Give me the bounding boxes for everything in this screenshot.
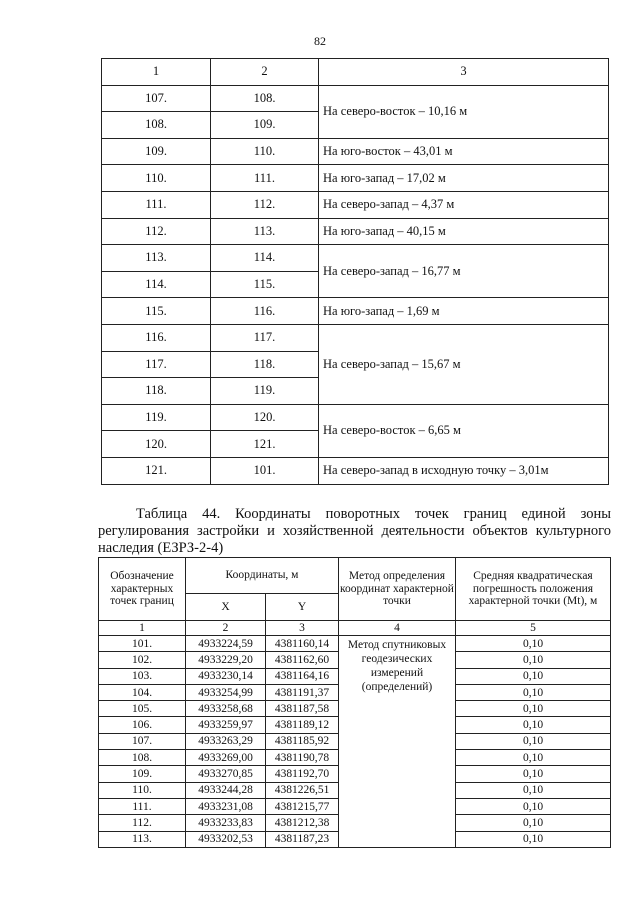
point-designation: 110. [99,782,186,798]
coordinates-table [98,557,611,848]
direction-distance: На юго-запад – 1,69 м [319,298,609,325]
y-coordinate: 4381187,58 [266,701,339,717]
from-point: 120. [102,431,211,458]
column-number-2: 2 [211,59,319,86]
table-row [102,191,609,218]
from-point: 110. [102,165,211,192]
direction-distance: На северо-запад – 16,77 м [319,245,609,298]
to-point: 111. [211,165,319,192]
from-point: 117. [102,351,211,378]
y-coordinate: 4381215,77 [266,798,339,814]
from-point: 112. [102,218,211,245]
to-point: 101. [211,457,319,484]
point-designation: 105. [99,701,186,717]
x-coordinate: 4933269,00 [186,750,266,766]
point-designation: 103. [99,668,186,684]
x-header: X [186,594,266,621]
point-designation: 112. [99,815,186,831]
error-value: 0,10 [456,798,611,814]
point-designation: 102. [99,652,186,668]
to-point: 113. [211,218,319,245]
coordinates-header: Координаты, м [186,558,339,594]
from-point: 111. [102,191,211,218]
error-value: 0,10 [456,652,611,668]
direction-distance: На юго-запад – 17,02 м [319,165,609,192]
to-point: 109. [211,112,319,139]
to-point: 120. [211,404,319,431]
direction-distance: На северо-запад – 15,67 м [319,324,609,404]
x-coordinate: 4933263,29 [186,733,266,749]
x-coordinate: 4933233,83 [186,815,266,831]
x-coordinate: 4933270,85 [186,766,266,782]
column-number-4: 4 [339,621,456,636]
table-row [102,85,609,112]
from-point: 114. [102,271,211,298]
error-value: 0,10 [456,717,611,733]
caption-text: Таблица 44. Координаты поворотных точек границ единой зоны регулирования застройки и хозяйственной деятельности объектов культурного наследия (ЕЗРЗ-2-4) [98,506,611,556]
x-coordinate: 4933202,53 [186,831,266,847]
to-point: 110. [211,138,319,165]
error-value: 0,10 [456,733,611,749]
y-coordinate: 4381212,38 [266,815,339,831]
error-value: 0,10 [456,782,611,798]
to-point: 112. [211,191,319,218]
column-number-1: 1 [102,59,211,86]
error-header: Средняя квадратическая погрешность положения характерной точки (Mt), м [456,558,611,621]
direction-distance: На северо-восток – 10,16 м [319,85,609,138]
table-row [102,245,609,272]
column-number-1: 1 [99,621,186,636]
y-coordinate: 4381191,37 [266,684,339,700]
method-header: Метод определения координат характерной точки [339,558,456,621]
to-point: 118. [211,351,319,378]
column-numbers-row [99,621,611,636]
column-number-2: 2 [186,621,266,636]
error-value: 0,10 [456,815,611,831]
table-header-row [99,558,611,594]
y-coordinate: 4381226,51 [266,782,339,798]
x-coordinate: 4933229,20 [186,652,266,668]
direction-distance: На юго-восток – 43,01 м [319,138,609,165]
y-coordinate: 4381185,92 [266,733,339,749]
error-value: 0,10 [456,831,611,847]
error-value: 0,10 [456,636,611,652]
error-value: 0,10 [456,684,611,700]
table-row [99,636,611,652]
to-point: 114. [211,245,319,272]
point-designation: 101. [99,636,186,652]
table-row [102,138,609,165]
x-coordinate: 4933259,97 [186,717,266,733]
point-designation: 107. [99,733,186,749]
error-value: 0,10 [456,701,611,717]
y-coordinate: 4381164,16 [266,668,339,684]
column-number-3: 3 [266,621,339,636]
table-row [102,324,609,351]
column-number-5: 5 [456,621,611,636]
page-number: 82 [314,34,326,48]
y-coordinate: 4381187,23 [266,831,339,847]
direction-distance: На северо-восток – 6,65 м [319,404,609,457]
table-row [102,404,609,431]
from-point: 118. [102,378,211,405]
from-point: 116. [102,324,211,351]
direction-distance: На северо-запад – 4,37 м [319,191,609,218]
y-coordinate: 4381160,14 [266,636,339,652]
from-point: 109. [102,138,211,165]
from-point: 119. [102,404,211,431]
table-row [102,165,609,192]
y-coordinate: 4381190,78 [266,750,339,766]
table-caption [98,506,611,557]
from-point: 107. [102,85,211,112]
point-designation: 113. [99,831,186,847]
designation-header: Обозначение характерных точек границ [99,558,186,621]
x-coordinate: 4933258,68 [186,701,266,717]
from-point: 115. [102,298,211,325]
to-point: 115. [211,271,319,298]
point-designation: 108. [99,750,186,766]
from-point: 113. [102,245,211,272]
direction-distance: На северо-запад в исходную точку – 3,01м [319,457,609,484]
boundary-segments-table [101,58,609,485]
x-coordinate: 4933231,08 [186,798,266,814]
to-point: 116. [211,298,319,325]
y-coordinate: 4381189,12 [266,717,339,733]
table-header-row [102,59,609,86]
x-coordinate: 4933244,28 [186,782,266,798]
point-designation: 104. [99,684,186,700]
method-cell: Метод спутниковых геодезических измерений (определений) [339,636,456,848]
y-coordinate: 4381162,60 [266,652,339,668]
table-row [102,298,609,325]
from-point: 121. [102,457,211,484]
from-point: 108. [102,112,211,139]
error-value: 0,10 [456,668,611,684]
x-coordinate: 4933230,14 [186,668,266,684]
to-point: 108. [211,85,319,112]
table-row [102,457,609,484]
to-point: 121. [211,431,319,458]
to-point: 119. [211,378,319,405]
column-number-3: 3 [319,59,609,86]
error-value: 0,10 [456,766,611,782]
point-designation: 111. [99,798,186,814]
point-designation: 106. [99,717,186,733]
y-header: Y [266,594,339,621]
direction-distance: На юго-запад – 40,15 м [319,218,609,245]
x-coordinate: 4933254,99 [186,684,266,700]
table-row [102,218,609,245]
error-value: 0,10 [456,750,611,766]
point-designation: 109. [99,766,186,782]
y-coordinate: 4381192,70 [266,766,339,782]
to-point: 117. [211,324,319,351]
x-coordinate: 4933224,59 [186,636,266,652]
